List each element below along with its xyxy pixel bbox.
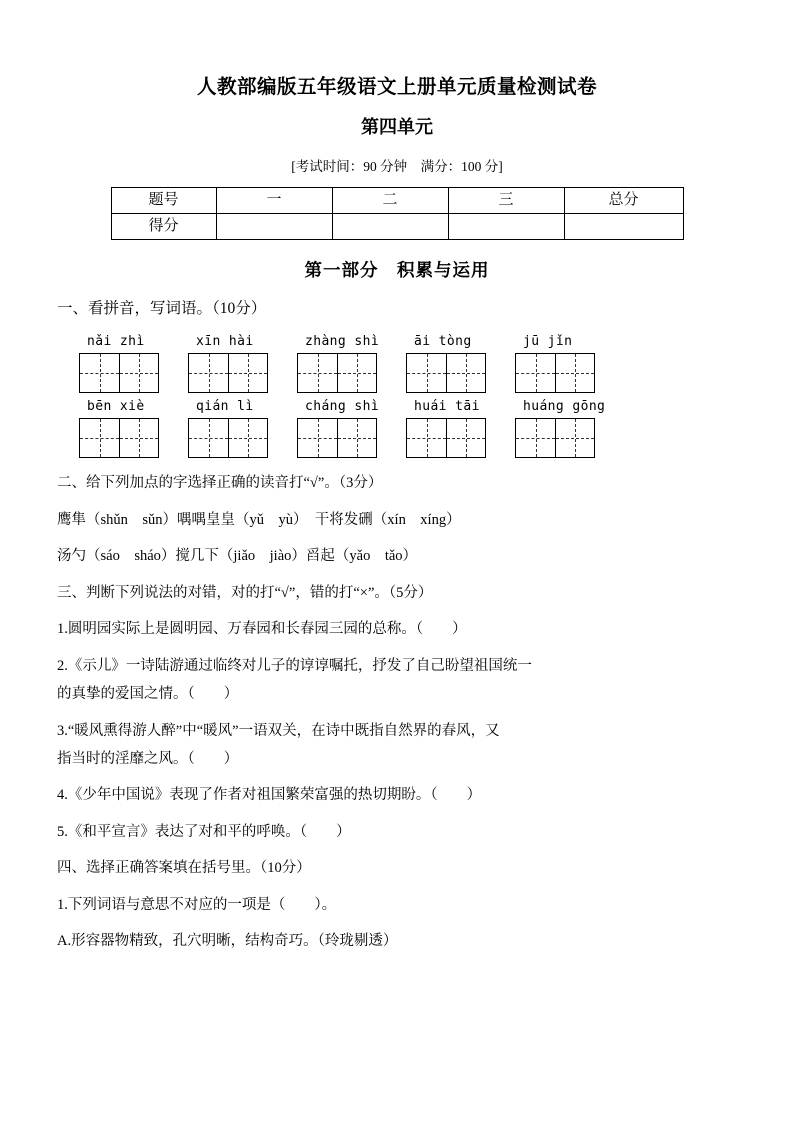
tianzige-half [228,419,267,457]
tianzige-cell-6[interactable] [79,418,188,458]
question-3-item-2-cont[interactable]: 的真挚的爱国之情。（ ） [57,686,239,703]
tianzige-half [555,419,594,457]
tianzige-cell-5[interactable] [515,353,624,393]
tianzige-half [555,354,594,392]
tianzige-half [516,354,555,392]
tianzige-cell-8[interactable] [297,418,406,458]
question-4-item-1[interactable]: 1.下列词语与意思不对应的一项是（ ）。 [57,896,337,913]
question-1-heading: 一、看拼音，写词语。（10分） [57,299,267,317]
tianzige-cell-2[interactable] [188,353,297,393]
tianzige-box[interactable] [79,418,159,458]
pinyin-row-1 [57,334,737,349]
tianzige-half [119,419,158,457]
tianzige-half [446,419,485,457]
score-table-col-2: 三 [448,187,564,213]
tianzige-half [189,354,228,392]
tianzige-half [337,419,376,457]
pinyin-label-3: zhàng shì [305,334,380,350]
score-cell-2[interactable] [448,213,564,239]
score-table-col-0: 一 [216,187,332,213]
tianzige-box[interactable] [406,353,486,393]
pinyin-writing-block [57,320,737,458]
tianzige-box[interactable] [297,418,377,458]
score-table [111,187,684,240]
exam-meta: [考试时间：90 分钟 满分：100 分] [291,158,503,174]
tianzige-box[interactable] [188,353,268,393]
question-3-item-5[interactable]: 5.《和平宣言》表达了对和平的呼唤。（ ） [57,823,351,840]
tianzige-cell-7[interactable] [188,418,297,458]
tianzige-box[interactable] [515,418,595,458]
question-3-heading: 三、判断下列说法的对错，对的打“√”，错的打“×”。（5分） [57,584,433,601]
pinyin-label-4: āi tòng [414,334,472,350]
question-2-line-2[interactable]: 汤勺（sáo sháo）搅几下（jiǎo jiào）舀起（yǎo tǎo） [57,548,418,565]
question-4-option-a[interactable]: A.形容器物精致，孔穴明晰，结构奇巧。（玲珑剔透） [57,933,398,950]
question-3-item-3-cont[interactable]: 指当时的淫靡之风。（ ） [57,750,239,767]
pinyin-label-7: qián lì [196,399,254,415]
tianzige-cell-3[interactable] [297,353,406,393]
pinyin-label-2: xīn hài [196,334,254,350]
question-3-item-4[interactable]: 4.《少年中国说》表现了作者对祖国繁荣富强的热切期盼。（ ） [57,787,482,804]
score-cell-1[interactable] [332,213,448,239]
pinyin-label-10: huáng gōng [523,399,606,415]
pinyin-label-6: bēn xiè [87,399,145,415]
score-table-row-label-1: 得分 [111,213,216,239]
question-4-heading: 四、选择正确答案填在括号里。（10分） [57,860,311,877]
pinyin-label-9: huái tāi [414,399,480,415]
tianzige-cell-9[interactable] [406,418,515,458]
score-table-row-label-0: 题号 [111,187,216,213]
tianzige-cell-4[interactable] [406,353,515,393]
tianzige-half [119,354,158,392]
tianzige-box[interactable] [515,353,595,393]
unit-subtitle: 第四单元 [361,117,433,138]
part-one-title: 第一部分 积累与运用 [304,259,490,280]
score-cell-3[interactable] [564,213,683,239]
tianzige-box[interactable] [79,353,159,393]
tianzige-half [189,419,228,457]
question-2-heading: 二、给下列加点的字选择正确的读音打“√”。（3分） [57,475,383,492]
tianzige-box[interactable] [188,418,268,458]
tianzige-box[interactable] [297,353,377,393]
question-3-item-1[interactable]: 1.圆明园实际上是圆明园、万春园和长春园三园的总称。（ ） [57,621,467,638]
question-3-item-2[interactable]: 2.《示儿》一诗陆游通过临终对儿子的谆谆嘱托，抒发了自己盼望祖国统一 [57,657,532,674]
tianzige-cell-1[interactable] [79,353,188,393]
tianzige-half [446,354,485,392]
tianzige-half [228,354,267,392]
page-title: 人教部编版五年级语文上册单元质量检测试卷 [196,77,597,98]
tianzige-half [80,354,119,392]
tianzige-row-2 [57,414,737,458]
tianzige-half [298,354,337,392]
tianzige-cell-10[interactable] [515,418,624,458]
question-2-line-1[interactable]: 鹰隼（shǔn sǔn）喁喁皇皇（yǔ yù） 干将发硎（xín xíng） [57,511,461,528]
score-table-col-3: 总分 [564,187,683,213]
tianzige-half [337,354,376,392]
tianzige-half [516,419,555,457]
pinyin-label-8: cháng shì [305,399,380,415]
tianzige-row-1 [57,349,737,393]
tianzige-half [80,419,119,457]
table-row-scores [111,213,683,239]
tianzige-half [407,419,446,457]
question-3-item-3[interactable]: 3.“暖风熏得游人醉”中“暖风”一语双关，在诗中既指自然界的春风，又 [57,722,500,739]
tianzige-half [407,354,446,392]
score-cell-0[interactable] [216,213,332,239]
tianzige-box[interactable] [406,418,486,458]
pinyin-label-1: nǎi zhì [87,334,145,350]
table-row-header [111,187,683,213]
tianzige-half [298,419,337,457]
score-table-col-1: 二 [332,187,448,213]
pinyin-row-2 [57,393,737,414]
pinyin-label-5: jū jǐn [523,334,573,350]
